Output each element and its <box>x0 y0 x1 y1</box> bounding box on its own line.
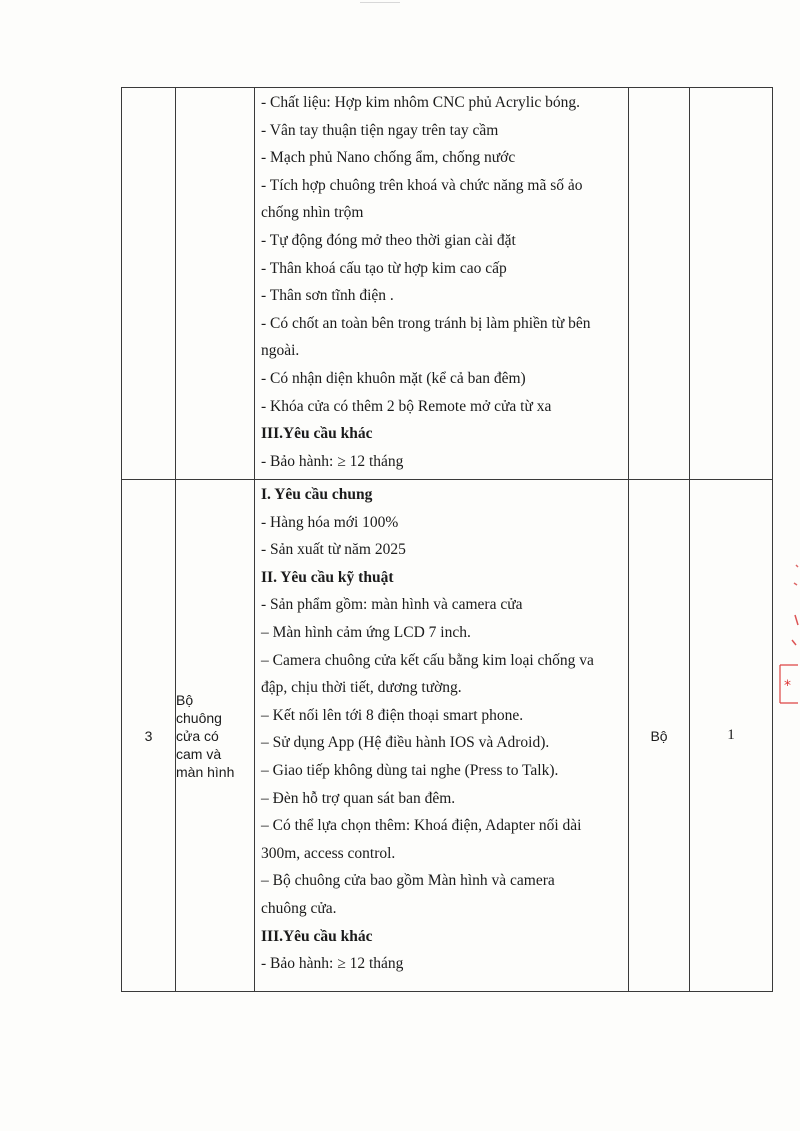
requirement-line: – Camera chuông cửa kết cấu bằng kim loại chống va <box>261 651 594 669</box>
requirement-line: – Màn hình cảm ứng LCD 7 inch. <box>261 623 471 641</box>
unit-cell <box>629 88 690 480</box>
requirement-line: - Bảo hành: ≥ 12 tháng <box>261 452 404 470</box>
requirement-line: - Vân tay thuận tiện ngay trên tay cầm <box>261 121 499 139</box>
requirements-cell <box>255 88 629 480</box>
requirement-line: - Sản phẩm gồm: màn hình và camera cửa <box>261 596 523 614</box>
requirement-line: ngoài. <box>261 342 300 360</box>
requirement-line: - Tích hợp chuông trên khoá và chức năng mã số ảo <box>261 176 583 194</box>
requirements-cell <box>255 480 629 992</box>
requirement-line: chuông cửa. <box>261 899 337 917</box>
requirement-line: - Tự động đóng mở theo thời gian cài đặt <box>261 231 516 249</box>
stt-cell: 3 <box>122 480 176 992</box>
requirement-line: - Mạch phủ Nano chống ẩm, chống nước <box>261 149 516 167</box>
table-row <box>122 88 773 480</box>
section-heading: II. Yêu cầu kỹ thuật <box>261 568 394 586</box>
requirement-line: - Khóa cửa có thêm 2 bộ Remote mở cửa từ xa <box>261 397 552 415</box>
item-name-line: màn hình <box>176 763 235 780</box>
quantity-cell <box>690 88 773 480</box>
requirement-line: - Thân khoá cấu tạo từ hợp kim cao cấp <box>261 259 507 277</box>
requirement-line: - Bảo hành: ≥ 12 tháng <box>261 955 404 973</box>
requirement-line: – Đèn hỗ trợ quan sát ban đêm. <box>261 789 456 807</box>
quantity-cell: 1 <box>690 480 773 992</box>
item-name-line: cam và <box>176 745 222 762</box>
requirement-line: – Có thể lựa chọn thêm: Khoá điện, Adapter nối dài <box>261 817 582 835</box>
requirement-line: 300m, access control. <box>261 844 396 862</box>
requirement-line: - Sản xuất từ năm 2025 <box>261 541 406 559</box>
requirement-line: đập, chịu thời tiết, dương tường. <box>261 679 462 697</box>
section-heading: III.Yêu cầu khác <box>261 425 373 443</box>
requirement-line: - Có chốt an toàn bên trong tránh bị làm phiền từ bên <box>261 314 591 332</box>
requirement-line: chống nhìn trộm <box>261 204 364 222</box>
requirement-line: - Có nhận diện khuôn mặt (kể cả ban đêm) <box>261 369 526 387</box>
requirement-line: - Thân sơn tĩnh điện . <box>261 287 394 305</box>
item-name-line: Bộ <box>176 691 194 708</box>
section-heading: III.Yêu cầu khác <box>261 927 373 945</box>
specification-table <box>121 87 773 992</box>
unit-cell: Bộ <box>629 480 690 992</box>
item-name-line: chuông <box>176 709 222 726</box>
item-name-cell <box>176 88 255 480</box>
section-heading: I. Yêu cầu chung <box>261 486 373 503</box>
svg-text:*: * <box>784 678 791 694</box>
requirement-line: – Sử dụng App (Hệ điều hành IOS và Adroid). <box>261 734 550 752</box>
requirement-line: – Giao tiếp không dùng tai nghe (Press to Talk). <box>261 761 559 779</box>
item-name-cell <box>176 480 255 992</box>
table-row <box>122 480 773 992</box>
item-name-line: cửa có <box>176 727 219 744</box>
requirement-line: – Kết nối lên tới 8 điện thoại smart phone. <box>261 706 524 724</box>
red-stamp-fragment <box>778 545 800 705</box>
requirement-line: - Hàng hóa mới 100% <box>261 513 399 531</box>
stt-cell <box>122 88 176 480</box>
requirement-line: - Chất liệu: Hợp kim nhôm CNC phủ Acrylic bóng. <box>261 94 581 111</box>
requirement-line: – Bộ chuông cửa bao gồm Màn hình và camera <box>261 872 555 890</box>
scan-mark <box>360 2 400 3</box>
